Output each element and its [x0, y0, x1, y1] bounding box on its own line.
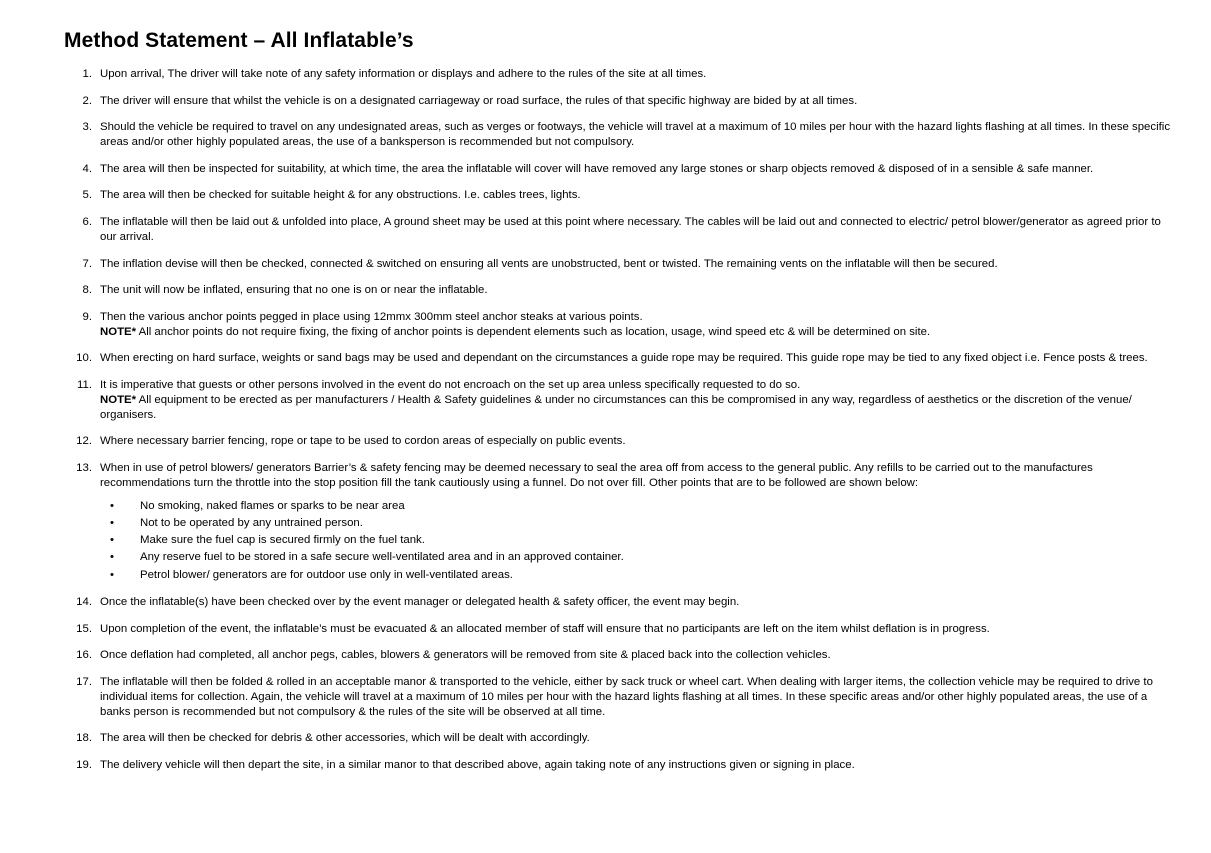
list-item: [64, 120, 1171, 150]
list-item: [64, 434, 1171, 449]
list-item-text: Upon completion of the event, the inflatable’s must be evacuated & an allocated member of staff will ensure that no participants are left on the item whilst deflation is in progress.: [100, 622, 990, 635]
note-label: NOTE*: [100, 393, 137, 406]
sub-bullet-list: [100, 498, 1171, 584]
list-item-number: 16.: [76, 649, 92, 662]
list-item-number: 14.: [76, 596, 92, 609]
method-statement-list: [64, 67, 1171, 773]
list-item: [100, 498, 1171, 515]
note-label: NOTE*: [100, 325, 137, 338]
bullet-text: No smoking, naked flames or sparks to be near area: [140, 500, 405, 513]
list-item-text: The area will then be checked for suitable height & for any obstructions. I.e. cables trees, lights.: [100, 189, 581, 202]
list-item: [64, 461, 1171, 584]
list-item-number: 9.: [82, 310, 92, 323]
list-item: [100, 532, 1171, 549]
list-item-text: The inflatable will then be folded & rolled in an acceptable manor & transported to the vehicle, either by sack truck or wheel cart. When dealing with larger items, the collection vehicle may be required to drive to individual items for collection. Again, the vehicle will travel at a maximum of 10 miles per hour with the hazard lights flashing at all times. In these specific areas and/or other highly populated areas, the use of a banks person is recommended but not compulsory & the rules of the site will be observed at all time.: [100, 675, 1153, 718]
list-item: [64, 188, 1171, 203]
list-item: [64, 378, 1171, 423]
list-item: [64, 162, 1171, 177]
list-item-number: 10.: [76, 352, 92, 365]
list-item-text: Once deflation had completed, all anchor pegs, cables, blowers & generators will be removed from site & placed back into the collection vehicles.: [100, 649, 831, 662]
list-item-text: Then the various anchor points pegged in place using 12mmx 300mm steel anchor steaks at various points.: [100, 310, 643, 323]
list-item-text: The inflatable will then be laid out & unfolded into place, A ground sheet may be used at this point where necessary. The cables will be laid out and connected to electric/ petrol blower/generator as agreed prior to our arrival.: [100, 215, 1161, 244]
list-item-note: [100, 325, 1171, 340]
list-item-number: 8.: [82, 284, 92, 297]
list-item-text: The area will then be inspected for suitability, at which time, the area the inflatable will cover will have removed any large stones or sharp objects removed & disposed of in a sensible & safe manner.: [100, 162, 1094, 175]
list-item-number: 1.: [82, 68, 92, 81]
bullet-icon: •: [110, 568, 114, 581]
bullet-text: Not to be operated by any untrained person.: [140, 517, 363, 530]
list-item-text: The unit will now be inflated, ensuring that no one is on or near the inflatable.: [100, 284, 488, 297]
list-item-number: 12.: [76, 435, 92, 448]
bullet-icon: •: [110, 517, 114, 530]
list-item-number: 19.: [76, 758, 92, 771]
list-item: [64, 648, 1171, 663]
page-title: Method Statement – All Inflatable’s: [64, 29, 414, 52]
list-item-text: It is imperative that guests or other persons involved in the event do not encroach on the set up area unless specifically requested to do so.: [100, 378, 801, 391]
list-item-number: 18.: [76, 732, 92, 745]
bullet-text: Any reserve fuel to be stored in a safe secure well-ventilated area and in an approved container.: [140, 551, 624, 564]
note-text: All equipment to be erected as per manufacturers / Health & Safety guidelines & under no circumstances can this be compromised in any way, regardless of aesthetics or the discretion of the venue/ organisers.: [100, 393, 1132, 421]
list-item: [64, 351, 1171, 366]
list-item: [64, 595, 1171, 610]
list-item: [64, 622, 1171, 637]
bullet-icon: •: [110, 500, 114, 513]
list-item-text: The driver will ensure that whilst the vehicle is on a designated carriageway or road surface, the rules of that specific highway are bided by at all times.: [100, 94, 858, 107]
note-text: All anchor points do not require fixing, the fixing of anchor points is dependent elements such as location, usage, wind speed etc & will be determined on site.: [136, 325, 931, 338]
list-item: [64, 310, 1171, 340]
list-item-text: When in use of petrol blowers/ generators Barrier’s & safety fencing may be deemed necessary to seal the area off from access to the general public. Any refills to be carried out to the manufactures recommendations turn the throttle into the stop position fill the tank cautiously using a funnel. Do not over fill. Other points that are to be followed are shown below:: [100, 461, 1093, 490]
list-item-text: When erecting on hard surface, weights or sand bags may be used and dependant on the circumstances a guide rope may be required. This guide rope may be tied to any fixed object i.e. Fence posts & trees.: [100, 352, 1148, 365]
list-item-number: 13.: [76, 461, 92, 474]
list-item: [64, 215, 1171, 245]
list-item-number: 6.: [82, 215, 92, 228]
list-item: [64, 675, 1171, 720]
list-item: [100, 549, 1171, 566]
list-item: [64, 67, 1171, 82]
list-item-text: Where necessary barrier fencing, rope or tape to be used to cordon areas of especially on public events.: [100, 435, 626, 448]
list-item-text: The area will then be checked for debris & other accessories, which will be dealt with accordingly.: [100, 732, 590, 745]
bullet-text: Petrol blower/ generators are for outdoor use only in well-ventilated areas.: [140, 568, 513, 581]
list-item-text: The inflation devise will then be checked, connected & switched on ensuring all vents are unobstructed, bent or twisted. The remaining vents on the inflatable will then be secured.: [100, 257, 998, 270]
list-item-text: The delivery vehicle will then depart the site, in a similar manor to that described above, again taking note of any instructions given or signing in place.: [100, 758, 855, 771]
list-item-number: 17.: [76, 675, 92, 688]
list-item-text: Upon arrival, The driver will take note of any safety information or displays and adhere to the rules of the site at all times.: [100, 68, 707, 81]
bullet-text: Make sure the fuel cap is secured firmly on the fuel tank.: [140, 534, 425, 547]
bullet-icon: •: [110, 534, 114, 547]
list-item-text: Once the inflatable(s) have been checked over by the event manager or delegated health & safety officer, the event may begin.: [100, 596, 740, 609]
list-item-number: 4.: [82, 162, 92, 175]
list-item: [64, 94, 1171, 109]
list-item-number: 2.: [82, 94, 92, 107]
list-item-number: 5.: [82, 189, 92, 202]
list-item: [64, 731, 1171, 746]
list-item: [100, 567, 1171, 584]
list-item-number: 11.: [77, 378, 92, 391]
list-item: [100, 515, 1171, 532]
list-item: [64, 758, 1171, 773]
list-item-note: [100, 393, 1171, 423]
list-item-number: 3.: [82, 121, 92, 134]
list-item: [64, 283, 1171, 298]
list-item-number: 15.: [76, 622, 92, 635]
list-item: [64, 257, 1171, 272]
bullet-icon: •: [110, 551, 114, 564]
list-item-text: Should the vehicle be required to travel on any undesignated areas, such as verges or footways, the vehicle will travel at a maximum of 10 miles per hour with the hazard lights flashing at all times. In these specific areas and/or other highly populated areas, the use of a banksperson is recommended but not compulsory.: [100, 121, 1171, 149]
list-item-number: 7.: [82, 257, 92, 270]
